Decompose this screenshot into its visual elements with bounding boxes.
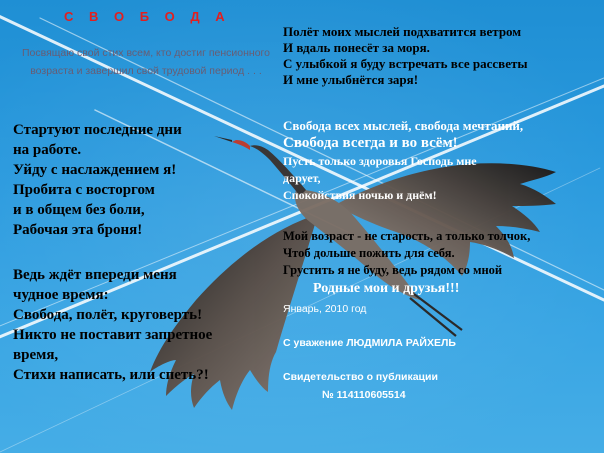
poem-line: Мой возраст - не старость, а только толчок, bbox=[283, 229, 531, 243]
certificate-number: № 114110605514 bbox=[322, 389, 406, 401]
dedication-text: Посвящаю свой стих всем, кто достиг пенсионного возраста и завершил свой трудовой период . . . bbox=[21, 47, 271, 77]
poem-line: Никто не поставит запретное bbox=[13, 327, 213, 343]
poem-line: Свобода всех мыслей, свобода мечтаний, bbox=[283, 118, 524, 133]
poem-line: Стартуют последние дни bbox=[13, 122, 182, 138]
stanza-3 bbox=[283, 24, 528, 88]
poem-line: И вдаль понесёт за моря. bbox=[283, 40, 430, 55]
poem-line: Чтоб дольше пожить для себя. bbox=[283, 246, 455, 260]
poem-line: Пусть только здоровья Господь мне bbox=[283, 154, 477, 168]
poem-line: Пробита с восторгом bbox=[13, 182, 155, 198]
author-signature: С уважение ЛЮДМИЛА РАЙХЕЛЬ bbox=[283, 337, 456, 349]
poem-line: на работе. bbox=[13, 142, 82, 158]
poem-line: время, bbox=[13, 347, 59, 363]
poem-line: Спокойствия ночью и днём! bbox=[283, 188, 437, 202]
stanza-4 bbox=[283, 117, 523, 204]
poem-line: Рабочая эта броня! bbox=[13, 222, 143, 238]
poem-line: Стихи написать, или спеть?! bbox=[13, 367, 209, 383]
poem-title: С В О Б О Д А bbox=[64, 9, 231, 24]
stanza-2 bbox=[13, 265, 212, 385]
poem-line: и в общем без боли, bbox=[13, 202, 145, 218]
poem-line: Родные мои и друзья!!! bbox=[313, 281, 460, 296]
poem-line: Свобода, полёт, круговерть! bbox=[13, 307, 203, 323]
stanza-1 bbox=[13, 120, 182, 240]
poem-line: С улыбкой я буду встречать все рассветы bbox=[283, 56, 528, 71]
poem-line: Грустить я не буду, ведь рядом со мной bbox=[283, 263, 503, 277]
poem-line: чудное время: bbox=[13, 287, 109, 303]
poem-line: Ведь ждёт впереди меня bbox=[13, 267, 177, 283]
date-text: Январь, 2010 год bbox=[283, 303, 367, 315]
poem-line: Уйду с наслаждением я! bbox=[13, 162, 177, 178]
stanza-5 bbox=[283, 228, 530, 299]
poem-line: Полёт моих мыслей подхватится ветром bbox=[283, 24, 522, 39]
poem-line: дарует, bbox=[283, 171, 321, 185]
certificate-label: Свидетельство о публикации bbox=[283, 371, 438, 383]
poem-line: И мне улыбнётся заря! bbox=[283, 72, 419, 87]
poem-line: Свобода всегда и во всём! bbox=[283, 135, 458, 151]
